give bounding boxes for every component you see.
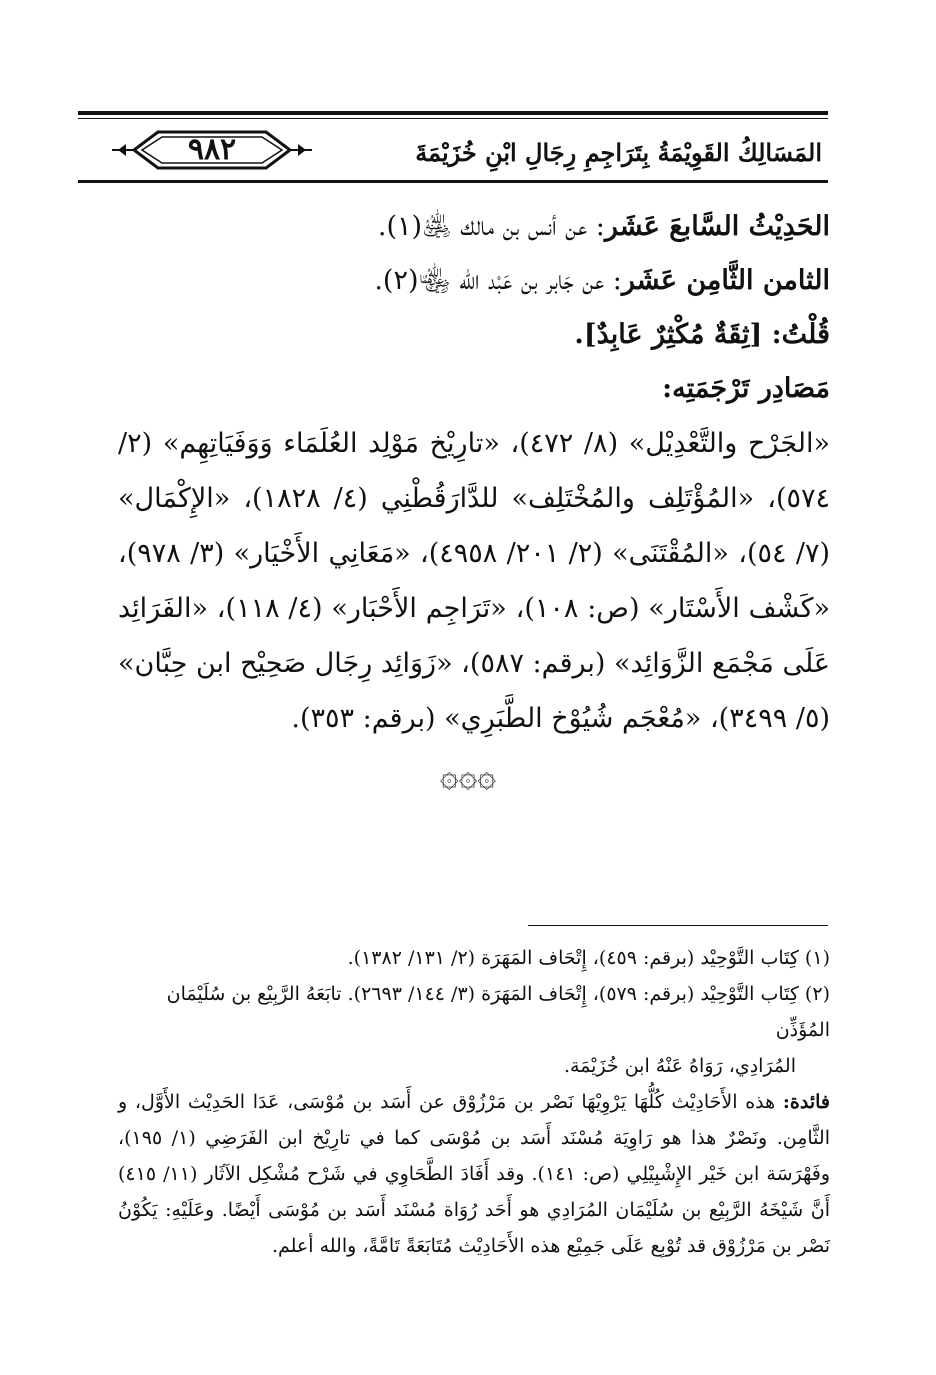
fawaid-text: هذه الأَحَادِيْث كُلُّهَا يَرْوِيْهَا نَصْر بن مَرْزُوْق عن أَسَد بن مُوْسَى، عَدَا الحَدِيْث الأَوَّل، و الثَّامِن. ونَصْرٌ هذا هو رَاوِيَة مُسْنَد أَسَد بن مُوْسَى كما في تارِيْخ ابن الفَرَضِي (١/ ١٩٥)، وفَهْرَسَة ابن خَيْر الإِشْبِيْلِي (ص: ١٤١). وقد أَفَادَ الطَّحَاوِي في شَرْح مُشْكِل الآثَار (١١/ ٤١٥) أَنَّ شَيْخَهُ الرَّبِيْع بن سُلَيْمَان المُرَادِي هو أَحَد رُوَاة مُسْنَد أَسَد بن مُوْسَى أَيْضًا. وعَلَيْهِ: يَكُوْنُ نَصْر بن مَرْزُوْق قد تُوْبِع عَلَى جَمِيْع هذه الأَحَادِيْث مُتَابَعَةً تَامَّةً، والله أعلم. [118, 1091, 830, 1257]
sources-heading-line [118, 362, 830, 416]
verdict-line [118, 308, 830, 362]
header-bottom-rule [78, 180, 828, 183]
main-text [118, 200, 830, 746]
hadith-18-label: الثامن الثَّامِن عَشَر [621, 265, 830, 296]
page-number-badge [112, 128, 312, 172]
footnote-2: (٢) كِتَاب التَّوْحِيْد (برقم: ٥٧٩)، إِتْحَاف المَهَرَة (٣/ ١٤٤/ ٢٦٩٣). تابَعَهُ الرَّبِيْع بن سُلَيْمَان المُؤَذِّن [166, 983, 830, 1041]
running-title: المَسَالِكُ القَوِيْمَةُ بِتَرَاجِمِ رِجَالِ ابْنِ خُزَيْمَةَ [415, 138, 822, 167]
header-top-rule-thick [78, 111, 828, 115]
fawaid-label: فائدة: [782, 1091, 830, 1113]
page-number: ٩٨٢ [187, 132, 237, 167]
verdict-text: : [ثِقَةٌ مُكْثِرٌ عَابِدٌ]. [574, 319, 782, 350]
verdict-label: قُلْتُ [781, 319, 830, 350]
footnote-1: (١) كِتَاب التَّوْحِيْد (برقم: ٤٥٩)، إِتْحَاف المَهَرَة (٢/ ١٣١/ ١٣٨٢). [347, 947, 830, 969]
sources-heading: مَصَادِر تَرْجَمَتِه: [662, 373, 830, 404]
hadith-18-line [118, 254, 830, 308]
hadith-17-line [118, 200, 830, 254]
sources-paragraph: «الجَرْح والتَّعْدِيْل» (٨/ ٤٧٢)، «تارِيْخ مَوْلِد العُلَمَاء وَوَفَيَاتِهِم» (٢/ ٥٧٤)، «المُؤْتَلِف والمُخْتَلِف» للدَّارَقُطْنِي (٤/ ١٨٢٨)، «الإِكْمَال» (٧/ ٥٤)، «المُقْتَنَى» (٢/ ٢٠١/ ٤٩٥٨)، «مَعَانِي الأَخْيَار» (٣/ ٩٧٨)، «كَشْف الأَسْتَار» (ص: ١٠٨)، «تَرَاجِم الأَحْبَار» (٤/ ١١٨)، «الفَرَائِد عَلَى مَجْمَع الزَّوَائِد» (برقم: ٥٨٧)، «زَوَائِد رِجَال صَحِيْح ابن حِبَّان» (٥/ ٣٤٩٩)، «مُعْجَم شُيُوْخ الطَّبَرِي» (برقم: ٣٥٣). [118, 428, 831, 734]
footnotes [118, 940, 830, 1264]
footnote-2-continuation: المُرَادِي، رَوَاهُ عَنْهُ ابن خُزَيْمَة. [563, 1055, 796, 1077]
header-top-rule-thin [78, 118, 828, 119]
fawaid-note [118, 1084, 830, 1264]
hadith-18-text: : عن جَابر بن عَبْد الله ﵄(٢). [374, 265, 622, 296]
hadith-17-text: : عن أنس بن مالك ﵁(١). [377, 211, 605, 242]
section-separator-stars-icon: ۞۞۞ [439, 756, 497, 794]
hadith-17-label: الحَدِيْثُ السَّابعَ عَشَر [604, 211, 830, 242]
footnote-rule [528, 925, 828, 926]
